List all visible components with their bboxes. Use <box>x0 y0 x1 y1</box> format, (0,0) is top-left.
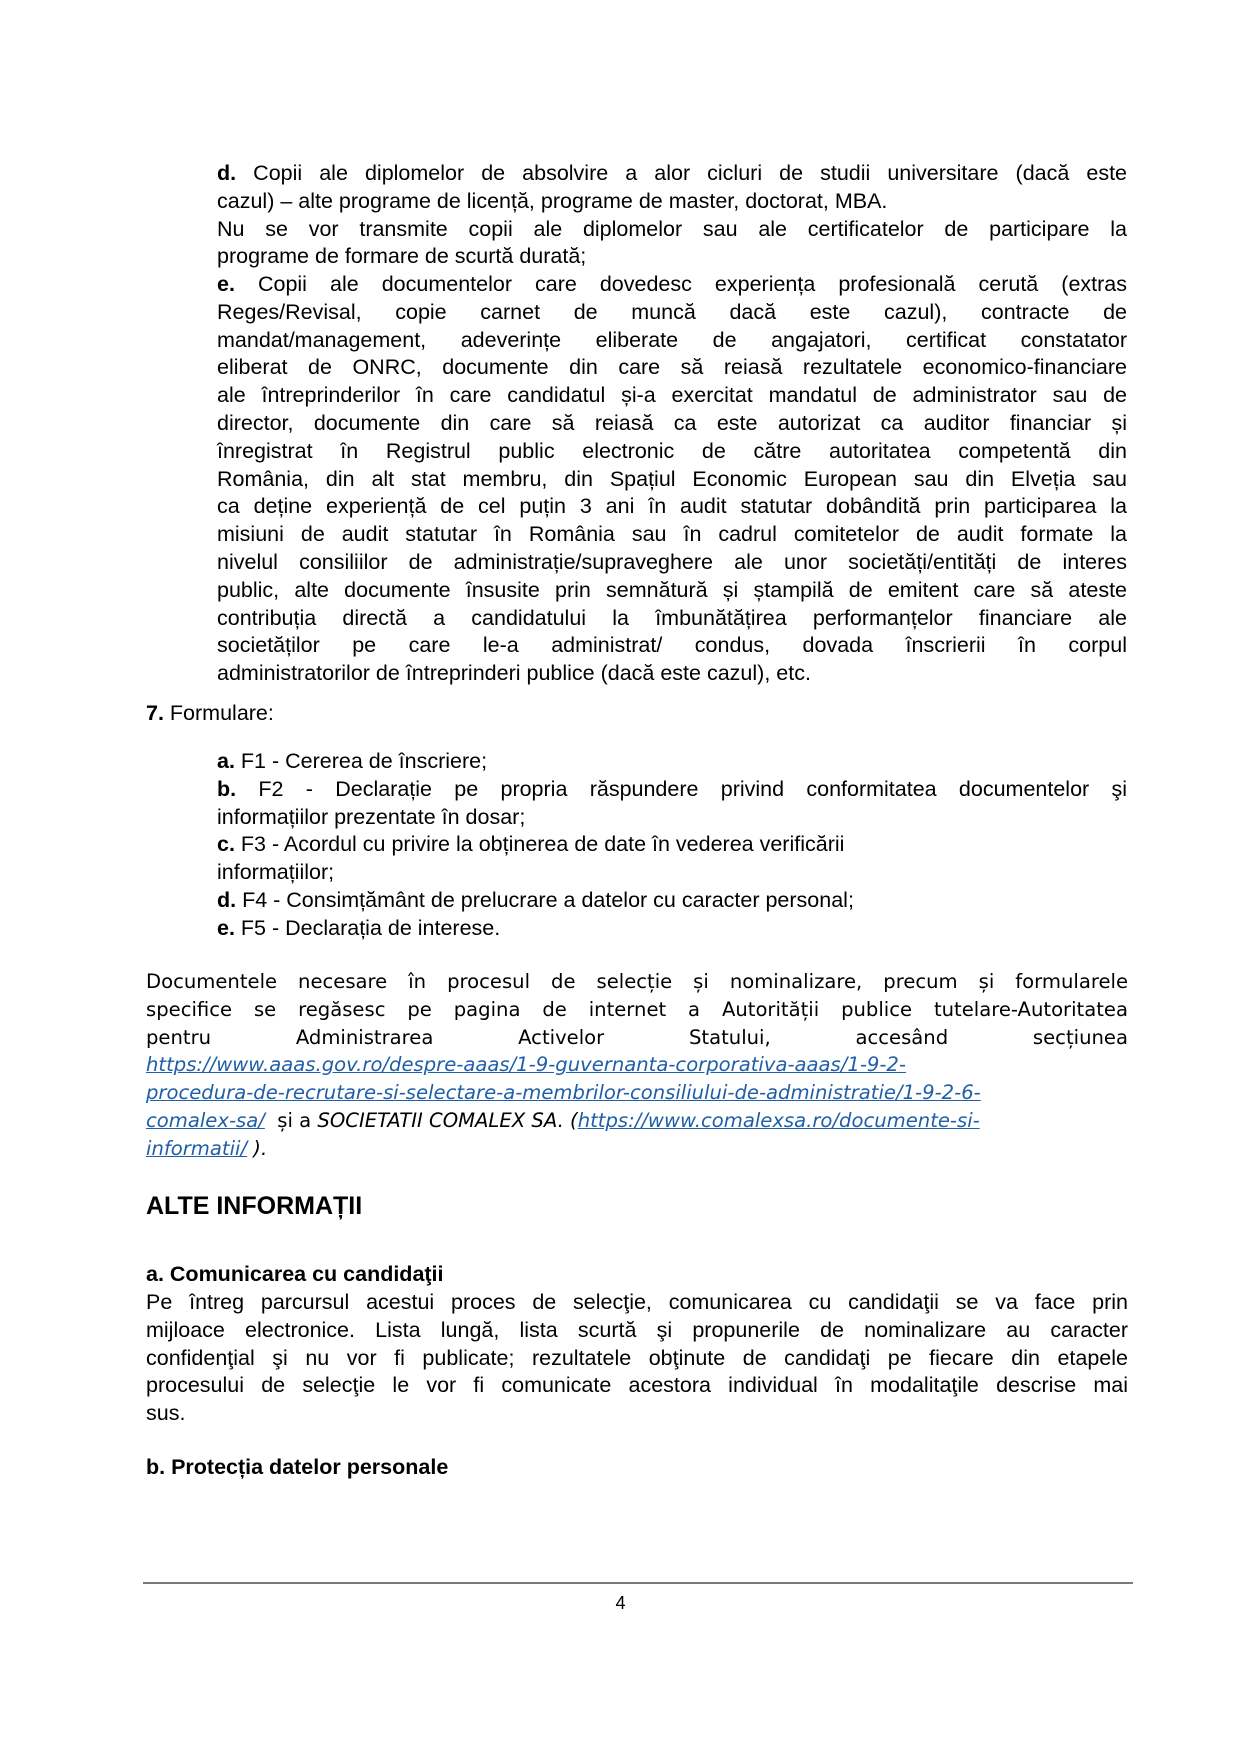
heading-alte-informatii: ALTE INFORMAȚII <box>146 1192 363 1220</box>
item-e-line-7: înregistrat în Registrul public electronic de către autoritatea competentă din <box>217 438 1127 463</box>
section-a-line-3: confidenţial şi nu vor fi publicate; rezultatele obţinute de candidaţi pe fiecare din etapele <box>146 1345 1128 1370</box>
section-7-marker: 7. <box>146 701 164 725</box>
footer-divider <box>143 1582 1133 1584</box>
form-item-f2-cont: informațiilor prezentate în dosar; <box>217 804 526 829</box>
form-text: F2 - Declarație pe propria răspundere privind conformitatea documentelor şi <box>236 776 1127 801</box>
item-d-marker: d. <box>217 161 237 185</box>
item-e-line-3: mandat/management, adeverințe eliberate de angajatori, certificat constatator <box>217 327 1127 352</box>
section-a-body <box>146 1289 1128 1428</box>
section-a-line-5: sus. <box>146 1401 186 1426</box>
item-d-line-1: Copii ale diplomelor de absolvire a alor cicluri de studii universitare (dacă este <box>253 161 1128 185</box>
form-item-f1 <box>217 748 1127 776</box>
documents-line-2: specifice se regăsesc pe pagina de internet a Autorității publice tutelare-Autoritatea <box>146 997 1128 1021</box>
item-e-line-6: director, documente din care să reiasă ca este autorizat ca auditor financiar și <box>217 410 1127 435</box>
item-e-line-13: contribuția directă a candidatului la îmbunătățirea performanțelor financiare ale <box>217 605 1127 630</box>
form-text: F4 - Consimțământ de prelucrare a datelor cu caracter personal; <box>236 887 854 912</box>
section-7-heading <box>146 700 746 728</box>
item-d-line-2: cazul) – alte programe de licență, programe de master, doctorat, MBA. <box>217 188 888 213</box>
form-item-f5 <box>217 915 1127 943</box>
item-e-line-15: administratorilor de întreprinderi publice (dacă este cazul), etc. <box>217 661 811 686</box>
word: pentru <box>146 1025 212 1049</box>
form-item-f2 <box>217 776 1127 804</box>
item-e <box>217 271 1127 688</box>
item-e-line-1: Copii ale documentelor care dovedesc experiența profesională cerută (extras <box>257 272 1127 296</box>
section-b-title: b. Protecția datelor personale <box>146 1455 449 1479</box>
item-e-line-8: România, din alt stat membru, din Spațiul Economic European sau din Elveția sau <box>217 466 1127 491</box>
aaas-link-line-3[interactable]: comalex-sa/ <box>146 1108 265 1132</box>
word: Statului, <box>688 1025 771 1049</box>
item-e-line-12: public, alte documente însusite prin semnătură și ștampilă de emitent care să ateste <box>217 577 1127 602</box>
page-number: 4 <box>615 1593 626 1613</box>
word: accesând <box>855 1025 949 1049</box>
open-paren: ( <box>563 1108 578 1132</box>
item-e-line-10: misiuni de audit statutar în România sau în cadrul comitetelor de audit formate la <box>217 522 1127 547</box>
form-text: F5 - Declarația de interese. <box>234 915 501 940</box>
form-marker: d. <box>217 887 237 912</box>
form-text: F1 - Cererea de înscriere; <box>234 749 488 773</box>
item-e-line-4: eliberat de ONRC, documente din care să reiasă rezultatele economico-financiare <box>217 355 1127 380</box>
aaas-link-line-2[interactable]: procedura-de-recrutare-si-selectare-a-membrilor-consiliului-de-administratie/1-9-2-6- <box>146 1081 981 1105</box>
aaas-link-line-1[interactable]: https://www.aaas.gov.ro/despre-aaas/1-9-guvernanta-corporativa-aaas/1-9-2- <box>146 1053 906 1077</box>
close-paren: ). <box>247 1136 268 1160</box>
word: Administrarea <box>295 1025 434 1049</box>
item-e-line-14: societăților pe care le-a administrat/ condus, dovada înscrierii în corpul <box>217 633 1127 658</box>
company-name: SOCIETATII COMALEX SA. <box>317 1108 564 1132</box>
section-7-title: Formulare: <box>169 701 274 725</box>
section-a-line-2: mijloace electronice. Lista lungă, lista scurtă şi propunerile de nominalizare au caracter <box>146 1317 1128 1342</box>
word: secțiunea <box>1032 1025 1128 1049</box>
forms-list <box>217 748 1127 943</box>
form-marker: b. <box>217 776 237 801</box>
item-e-line-5: ale întreprinderilor în care candidatul și-a exercitat mandatul de administrator sau de <box>217 383 1127 408</box>
item-e-line-11: nivelul consiliilor de administrație/supraveghere ale unor societăți/entități de interes <box>217 549 1127 574</box>
form-item-f4 <box>217 887 1127 915</box>
item-d-line-4: programe de formare de scurtă durată; <box>217 244 587 269</box>
form-marker: a. <box>217 749 235 773</box>
documents-paragraph <box>146 968 1128 1163</box>
item-e-line-2: Reges/Revisal, copie carnet de muncă dacă este cazul), contracte de <box>217 299 1127 324</box>
section-a-title: a. Comunicarea cu candidaţii <box>146 1262 444 1286</box>
item-d-line-3: Nu se vor transmite copii ale diplomelor sau ale certificatelor de participare la <box>217 216 1127 241</box>
item-d <box>217 160 1127 271</box>
word: Activelor <box>518 1025 605 1049</box>
section-a-line-1: Pe întreg parcursul acestui proces de selecţie, comunicarea cu candidaţii se va face prin <box>146 1290 1128 1314</box>
item-e-marker: e. <box>217 272 235 296</box>
form-marker: c. <box>217 832 235 857</box>
form-item-f3 <box>217 831 1127 859</box>
form-text: F3 - Acordul cu privire la obținerea de date în vederea verificării <box>234 832 845 857</box>
section-a-line-4: procesului de selecţie le vor fi comunicate acestora individual în modalitaţile descrise mai <box>146 1373 1128 1398</box>
comalex-link-part-1[interactable]: https://www.comalexsa.ro/documente-si- <box>577 1108 980 1132</box>
comalex-link-part-2[interactable]: informatii/ <box>146 1136 248 1160</box>
and-text: și a <box>264 1108 318 1132</box>
documents-line-3 <box>146 1024 1128 1052</box>
documents-line-1: Documentele necesare în procesul de selecție și nominalizare, precum și formularele <box>146 970 1128 993</box>
form-item-f3-cont: informațiilor; <box>217 860 335 885</box>
form-marker: e. <box>217 915 235 940</box>
item-e-line-9: ca deține experiență de cel puțin 3 ani în audit statutar dobândită prin participarea la <box>217 494 1127 519</box>
